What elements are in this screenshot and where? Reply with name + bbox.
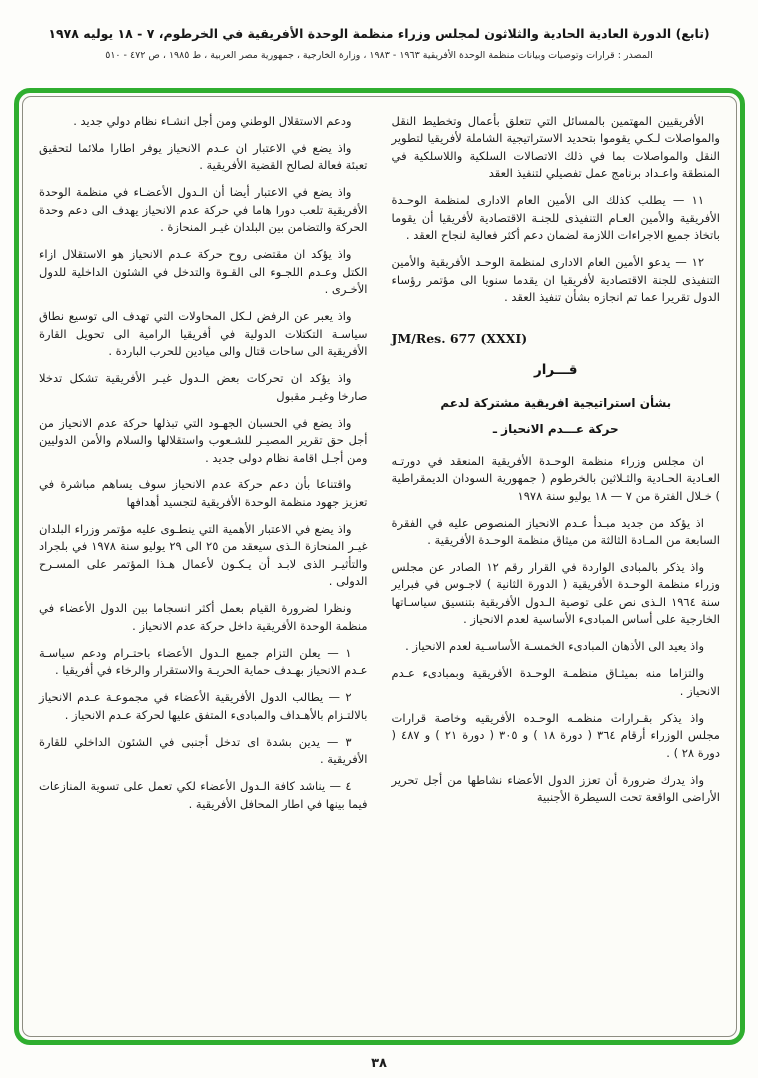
paragraph: واقتناعا بأن دعم حركة عدم الانحياز سوف يساهم مباشرة في تعزيز جهود منظمة الوحدة الأفريقية لتجسيد أهدافها bbox=[39, 477, 368, 509]
paragraph: ١٢ — يدعو الأمين العام الادارى لمنظمة الوحـد الأفريقية والأمين التنفيذى للجنة الاقتصادية لأفريقيا ان يقدما سنويا الى مؤتمر رؤساء الدول تقريرا عما تم انجازه بشأن تنفيذ العقد . bbox=[391, 255, 720, 305]
paragraph: ١١ — يطلب كذلك الى الأمين العام الادارى لمنظمة الوحـدة الأفريقية والأمين العـام التنفيذى للجنـة الاقتصادية لأفريقيا أن يقوما باتخاذ جميع الاجراءات اللازمة لضمان دعم أكثر فعالية لنجاح العقد . bbox=[391, 193, 720, 243]
resolution-subtitle-line2: حركة عـــدم الانحياز ـ bbox=[492, 422, 619, 437]
paragraph: واذ يذكر بالمبادى الواردة في القرار رقم ١٢ الصادر عن مجلس وزراء منظمة الوحـدة الأفريقية ( الدورة الثانية ) لاجـوس في فبراير سنة ١٩٦٤ الـذى نص على توصية الـدول الأفريقية بتنسيق سياسـاتها الخارجية على أساس المبادىء الأساسية لعدم الانحياز . bbox=[391, 560, 720, 627]
paragraph: واذ يعيد الى الأذهان المبادىء الخمسـة الأساسـية لعدم الانحياز . bbox=[405, 639, 704, 654]
scanned-page-edge bbox=[22, 96, 737, 1037]
paragraph: والتزاما منه بميثـاق منظمـة الوحـدة الأفريقية وبمبادىء عـدم الانحياز . bbox=[391, 666, 720, 698]
page-number: ٣٨ bbox=[371, 1056, 387, 1071]
resolution-heading-block bbox=[392, 329, 721, 439]
paragraph: واذ يضع في الاعتبار ان عـدم الانحياز يوفر اطارا ملائما لتحقيق تعبئة فعالة لصالح القضية الأفريقية . bbox=[39, 140, 368, 173]
paragraph: ان مجلس وزراء منظمة الوحـدة الأفريقية المنعقد في دورتـه العـادية الحـادية والثـلاثين بالخرطوم ( جمهورية السودان الديمقراطية ) خـلال الفترة من ٧ — ١٨ يوليو سنة ١٩٧٨ bbox=[391, 453, 720, 503]
paragraph: ٣ — يدين بشدة اى تدخل أجنبى في الشئون الداخلي للقارة الأفريقية . bbox=[39, 734, 368, 767]
paragraph: اذ يؤكد من جديد مبـدأ عـدم الانحياز المنصوص عليه في الفقرة السابعة من المـادة الثالثة من ميثاق منظمة الوحـدة الأفريقية . bbox=[391, 515, 720, 548]
paragraph: واذ يؤكد ان تحركات بعض الـدول غيـر الأفريقية تشكل تدخلا صارخا وغيـر مقبول bbox=[39, 371, 368, 403]
paragraph: ودعم الاستقلال الوطني ومن أجل انشـاء نظام دولي جديد . bbox=[73, 114, 352, 128]
right-column bbox=[392, 113, 721, 1028]
paragraph: واذ يضع في الاعتبار الأهمية التي ينطـوى عليه مؤتمر وزراء البلدان غيـر المنحازة الـذى سيعقد من ٢٥ الى ٢٩ يوليو سنة ١٩٧٨ في بلجراد والتأثيـر الذى لابـد أن يـكـون لأعمال هـذا المؤتمر على المسـرح الدولى . bbox=[39, 521, 368, 589]
source-citation: المصدر : قرارات وتوصيات وبيانات منظمة الوحدة الأفريقية ١٩٦٣ - ١٩٨٣ ، وزارة الخارجية ، جمهورية مصر العربية ، ط ١٩٨٥ ، ص ٤٧٢ - ٥١٠ bbox=[105, 50, 653, 61]
paragraph: واذ يضع في الحسبان الجهـود التي تبذلها حركة عدم الانحياز من أجل حق تقرير المصيـر للشـعوب واستقلالها والسلام والأمن الدوليين ومن أجـل اقامة نظام دولى جديد . bbox=[39, 415, 368, 465]
paragraph: واذ يدرك ضرورة أن تعزز الدول الأعضاء نشاطها من أجل تحرير الأراضى الواقعة تحت السيطرة الأجنبية bbox=[391, 772, 720, 805]
paragraph: واذ يؤكد ان مقتضى روح حركة عـدم الانحياز هو الاستقلال ازاء الكتل وعـدم اللجـوء الى القـوة والتدخل في الشئون الداخلية للدول الأخـرى . bbox=[39, 247, 368, 297]
left-column bbox=[39, 113, 368, 1028]
document-header bbox=[0, 0, 758, 61]
resolution-reference: JM/Res. 677 (XXXI) bbox=[391, 330, 528, 346]
resolution-subtitle-line1: بشأن استراتيجية افريقية مشتركة لدعم bbox=[440, 396, 672, 411]
paragraph: الأفريقيين المهتمين بالمسائل التي تتعلق بأعمال وتخطيط النقل والمواصلات لـكـي يقوموا بتحديد الاستراتيجية الشاملة لأفريقيا لتطوير النقل والمواصلات بما في ذلك الاتصالات السلكية واللاسلكية في المنطقة واعـداد برنامج عمل تفصيلي لتنفيذ العقد bbox=[391, 114, 720, 181]
document-frame bbox=[14, 88, 745, 1045]
paragraph: ١ — يعلن التزام جميع الـدول الأعضاء باحتـرام ودعم سياسـة عـدم الانحياز بهـدف حماية الحريـة والاستقرار والرخاء في أفريقيا . bbox=[39, 645, 368, 678]
session-title: (تابع) الدورة العادية الحادية والثلاثون لمجلس وزراء منظمة الوحدة الأفريقية في الخرطوم، ٧ - ١٨ يوليه ١٩٧٨ bbox=[48, 26, 710, 41]
paragraph: ٢ — يطالب الدول الأفريقية الأعضاء في مجموعـة عـدم الانحياز بالالتـزام بالأهـداف والمبادىء المتفق عليها لحركة عـدم الانحياز . bbox=[39, 690, 368, 722]
paragraph: ونظرا لضرورة القيام بعمل أكثر انسجاما بين الدول الأعضاء في منظمة الوحدة الأفريقية داخل حركة عدم الانحياز . bbox=[39, 601, 368, 633]
paragraph: ٤ — يناشد كافة الـدول الأعضاء لكي تعمل على تسوية المنازعات فيما بينها في اطار المحافل الأفريقية . bbox=[39, 779, 368, 811]
resolution-title: قـــرار bbox=[534, 361, 578, 378]
paragraph: واذ يعبر عن الرفض لـكل المحاولات التي تهدف الى توسيع نطاق سياسـة التكتلات الدولية في أفريقيا الرامية الى تحويل القارة الأفريقية الى ساحات قتال والى ميادين للحرب الباردة . bbox=[39, 309, 368, 359]
paragraph: واذ يضع في الاعتبار أيضا أن الـدول الأعضـاء في منظمة الوحدة الأفريقية تلعب دورا هاما في حركة عدم الانحياز يهدف الى دعم وحدة الحركة والتضامن بين البلدان غيـر المنحازة . bbox=[39, 185, 368, 235]
document-body bbox=[23, 97, 736, 1036]
paragraph: واذ يذكر بقـرارات منظمـه الوحـده الأفريقيه وخاصة قرارات مجلس الوزراء أرقام ٣٦٤ ( دورة ١٨ ) و ٣٠٥ ( دورة ٢١ ) و ٤٨٧ ( دورة ٢٨ ) . bbox=[391, 710, 720, 760]
